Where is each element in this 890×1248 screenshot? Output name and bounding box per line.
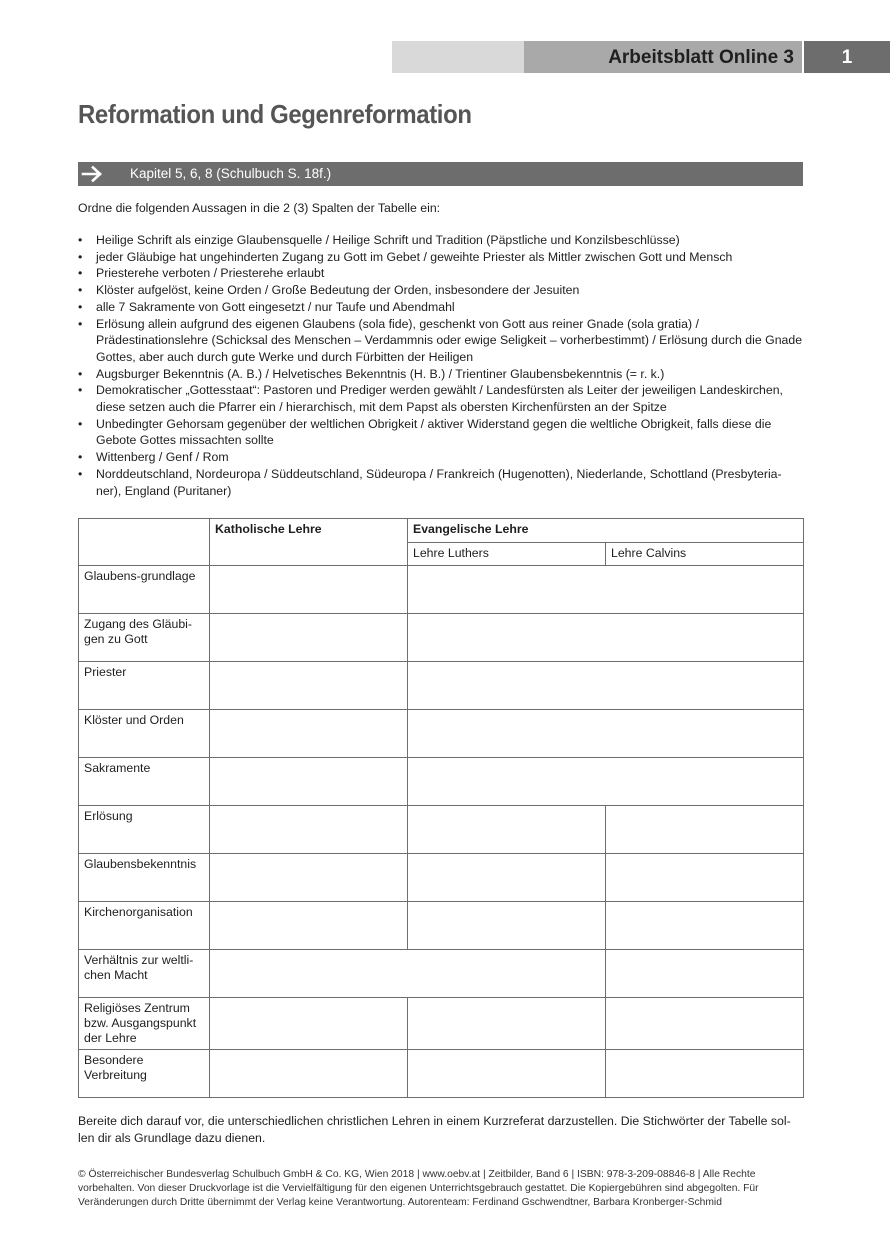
header-light-block — [392, 41, 524, 73]
answer-cell[interactable] — [408, 806, 606, 854]
header-protestant: Evangelische Lehre — [408, 519, 804, 543]
worksheet-label: Arbeitsblatt Online 3 — [524, 41, 802, 73]
row-label: Verhältnis zur weltli-chen Macht — [79, 950, 210, 998]
table-row — [79, 854, 804, 902]
answer-cell[interactable] — [210, 662, 408, 710]
list-item: • Unbedingter Gehorsam gegenüber der weltlichen Obrigkeit / aktiver Widerstand gegen die weltliche Obrigkeit, falls diese die Gebote Gottes missachten sollte — [78, 416, 803, 449]
answer-cell[interactable] — [210, 566, 408, 614]
list-item: • alle 7 Sakramente von Gott eingesetzt / nur Taufe und Abendmahl — [78, 299, 803, 316]
table-row — [79, 710, 804, 758]
table-row — [79, 902, 804, 950]
row-label: Religiöses Zentrum bzw. Ausgangspunkt der Lehre — [79, 998, 210, 1050]
answer-cell[interactable] — [606, 998, 804, 1050]
answer-cell[interactable] — [408, 854, 606, 902]
answer-cell[interactable] — [210, 1050, 408, 1098]
answer-cell[interactable] — [408, 758, 804, 806]
row-label: Glaubens-grundlage — [79, 566, 210, 614]
answer-cell[interactable] — [408, 998, 606, 1050]
list-item: • Priesterehe verboten / Priesterehe erlaubt — [78, 265, 803, 282]
list-item: • Norddeutschland, Nordeuropa / Süddeutschland, Südeuropa / Frankreich (Hugenotten), Niederlande, Schottland (Presbyteria-ner), England (Puritaner) — [78, 466, 803, 499]
answer-cell[interactable] — [408, 566, 804, 614]
table-row — [79, 614, 804, 662]
table-row — [79, 566, 804, 614]
row-label: Klöster und Orden — [79, 710, 210, 758]
answer-cell[interactable] — [606, 854, 804, 902]
row-label: Priester — [79, 662, 210, 710]
table-row — [79, 662, 804, 710]
comparison-table — [78, 518, 804, 1098]
table-row — [79, 758, 804, 806]
list-item: • Heilige Schrift als einzige Glaubensquelle / Heilige Schrift und Tradition (Päpstliche und Konzilsbeschlüsse) — [78, 232, 803, 249]
copyright-footer: © Österreichischer Bundesverlag Schulbuch GmbH & Co. KG, Wien 2018 | www.oebv.at | Zeitbilder, Band 6 | ISBN: 978-3-209-08846-8 | Alle Rechte vorbehalten. Von dieser Druckvorlage ist die Vervielfältigung für den eigenen Unterrichtsgebrauch gestattet. Die Kopiergebühren sind abgegolten. Für Veränderungen durch Dritte übernimmt der Verlag keine Verantwortung. Autorenteam: Ferdinand Gschwendtner, Barbara Kronberger-Schmid — [78, 1169, 759, 1208]
list-item: • Demokratischer „Gottesstaat“: Pastoren und Prediger werden gewählt / Landesfürsten als Leiter der jeweiligen Landeskirchen, diese setzen auch die Pfarrer ein / hierarchisch, mit dem Papst als obersten Kirchenfürsten an der Spitze — [78, 382, 803, 415]
row-label: Erlösung — [79, 806, 210, 854]
answer-cell[interactable] — [606, 902, 804, 950]
answer-cell[interactable] — [408, 662, 804, 710]
answer-cell[interactable] — [210, 902, 408, 950]
answer-cell[interactable] — [408, 902, 606, 950]
chapter-bar — [78, 162, 803, 186]
arrow-right-icon — [80, 165, 106, 183]
answer-cell[interactable] — [210, 758, 408, 806]
header-luther: Lehre Luthers — [408, 543, 606, 566]
header-calvin: Lehre Calvins — [606, 543, 804, 566]
row-label: Kirchenorganisation — [79, 902, 210, 950]
table-row — [79, 950, 804, 998]
row-label: Zugang des Gläubi-gen zu Gott — [79, 614, 210, 662]
answer-cell[interactable] — [606, 806, 804, 854]
answer-cell[interactable] — [210, 710, 408, 758]
list-item: • Erlösung allein aufgrund des eigenen Glaubens (sola fide), geschenkt von Gott aus reiner Gnade (sola gratia) / Prädestinationslehre (Schicksal des Menschen – Verdammnis oder ewige Seligkeit – vorherbestimmt) / Erlösung durch die Gnade Gottes, aber auch durch gute Werke und durch Fürbitten der Heiligen — [78, 316, 803, 366]
row-label: Sakramente — [79, 758, 210, 806]
statement-list — [78, 232, 803, 499]
table-row — [79, 806, 804, 854]
table-row — [79, 1050, 804, 1098]
answer-cell[interactable] — [210, 614, 408, 662]
answer-cell[interactable] — [606, 1050, 804, 1098]
instruction: Ordne die folgenden Aussagen in die 2 (3) Spalten der Tabelle ein: — [78, 201, 441, 215]
page-title: Reformation und Gegenreformation — [78, 99, 472, 129]
answer-cell[interactable] — [408, 614, 804, 662]
header-catholic: Katholische Lehre — [210, 519, 408, 566]
answer-cell[interactable] — [408, 1050, 606, 1098]
answer-cell[interactable] — [210, 950, 606, 998]
answer-cell[interactable] — [606, 950, 804, 998]
row-label: Besondere Verbreitung — [79, 1050, 210, 1098]
table-header-row — [79, 519, 804, 543]
row-label: Glaubensbekenntnis — [79, 854, 210, 902]
empty-header-cell — [79, 519, 210, 566]
list-item: • jeder Gläubige hat ungehinderten Zugang zu Gott im Gebet / geweihte Priester als Mittler zwischen Gott und Mensch — [78, 249, 803, 266]
table-row — [79, 998, 804, 1050]
list-item: • Klöster aufgelöst, keine Orden / Große Bedeutung der Orden, insbesondere der Jesuiten — [78, 282, 803, 299]
answer-cell[interactable] — [210, 998, 408, 1050]
answer-cell[interactable] — [210, 854, 408, 902]
list-item: • Wittenberg / Genf / Rom — [78, 449, 803, 466]
answer-cell[interactable] — [408, 710, 804, 758]
page-number: 1 — [804, 41, 890, 73]
answer-cell[interactable] — [210, 806, 408, 854]
task-text: Bereite dich darauf vor, die unterschiedlichen christlichen Lehren in einem Kurzreferat darzustellen. Die Stichwörter der Tabelle sol-len dir als Grundlage dazu dienen. — [78, 1114, 791, 1145]
list-item: • Augsburger Bekenntnis (A. B.) / Helvetisches Bekenntnis (H. B.) / Trientiner Glaubensbekenntnis (= r. k.) — [78, 366, 803, 383]
chapter-reference: Kapitel 5, 6, 8 (Schulbuch S. 18f.) — [130, 166, 332, 181]
